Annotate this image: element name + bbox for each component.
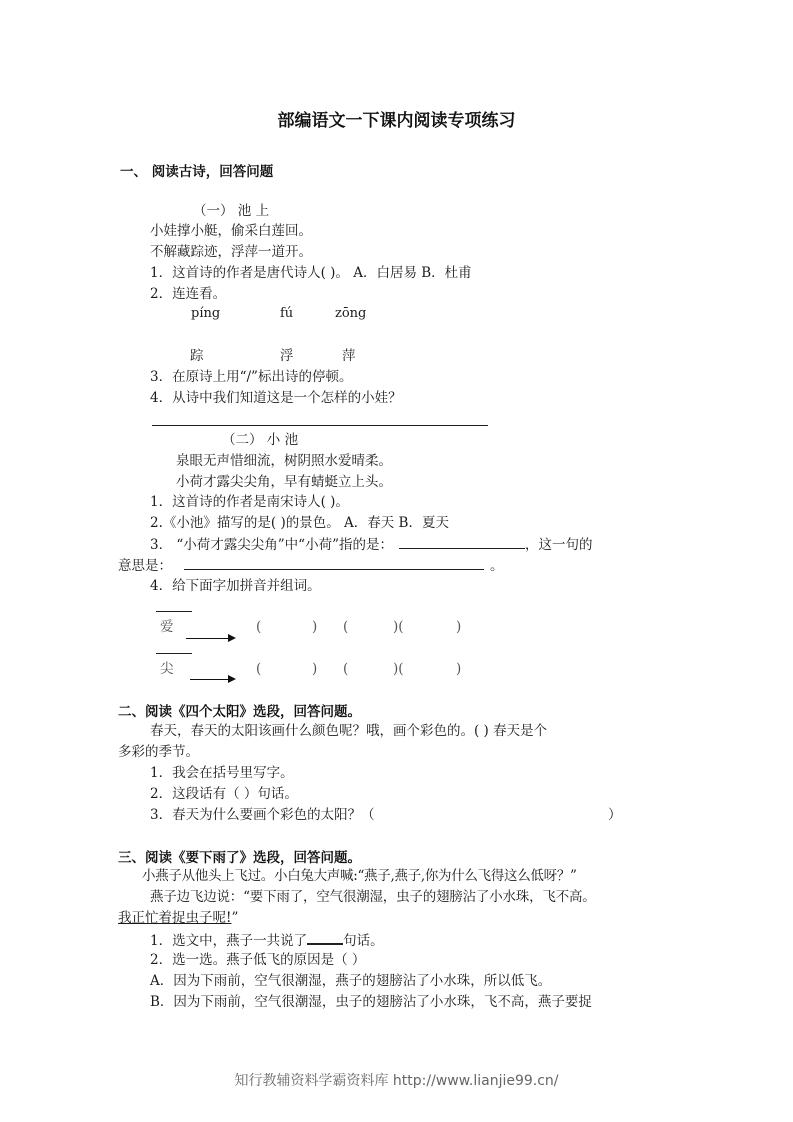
q1-prompt: 1．选文中，燕子一共说了 xyxy=(150,933,308,949)
poem2-line-2: 小荷才露尖尖角，早有蜻蜓立上头。 xyxy=(176,474,392,490)
section1-heading: 一、 阅读古诗，回答问题 xyxy=(120,164,274,180)
footer-watermark: 知行教辅资料学霸资料库 http://www.lianjie99.cn/ xyxy=(234,1073,559,1089)
q3-continuation: ，这一句的 xyxy=(525,537,593,553)
page-title: 部编语文一下课内阅读专项练习 xyxy=(277,111,516,131)
poem2-question-2: 2.《小池》描写的是( )的景色。 A．春天 B．夏天 xyxy=(150,515,449,531)
char-2: 浮 xyxy=(280,348,294,364)
word-char-ai: 爱 xyxy=(160,619,174,635)
poem1-line-2: 不解藏踪迹，浮萍一道开。 xyxy=(150,244,312,260)
pinyin-line xyxy=(156,653,192,654)
answer-blank[interactable] xyxy=(307,929,343,945)
section2-paragraph-line2: 多彩的季节。 xyxy=(118,744,199,760)
bracket: )( xyxy=(393,619,404,635)
section3-heading: 三、阅读《要下雨了》选段，回答问题。 xyxy=(118,850,361,866)
closing-quote: ” xyxy=(231,910,239,926)
section2-question-1: 1．我会在括号里写字。 xyxy=(150,765,294,781)
poem1-line-1: 小娃撑小艇，偷采白莲回。 xyxy=(150,223,312,239)
char-3: 萍 xyxy=(342,348,356,364)
poem1-title: （一） 池 上 xyxy=(193,203,270,219)
poem2-question-1: 1．这首诗的作者是南宋诗人( )。 xyxy=(150,494,349,510)
bracket: ) xyxy=(312,619,318,635)
section3-option-b: B．因为下雨前，空气很潮湿，虫子的翅膀沾了小水珠，飞不高，燕子要捉 xyxy=(150,994,592,1010)
arrow-icon xyxy=(190,679,234,680)
poem1-question-4: 4．从诗中我们知道这是一个怎样的小娃？ xyxy=(150,390,402,406)
q1-suffix: 句话。 xyxy=(343,933,384,949)
section3-paragraph-2: 燕子边飞边说：“要下雨了，空气很潮湿，虫子的翅膀沾了小水珠，飞不高。 xyxy=(150,889,596,905)
bracket: ( xyxy=(256,619,262,635)
poem1-question-3: 3．在原诗上用“/”标出诗的停顿。 xyxy=(150,369,353,385)
q3-prompt: 3． “小荷才露尖尖角”中“小荷”指的是： xyxy=(150,537,393,553)
bracket: ( xyxy=(256,661,262,677)
section2-question-2: 2．这段话有（ ）句话。 xyxy=(150,786,298,802)
pinyin-line xyxy=(156,611,192,612)
poem1-question-1: 1．这首诗的作者是唐代诗人( )。 A．白居易 B．杜甫 xyxy=(150,265,472,281)
underlined-sentence: 我正忙着捉虫子呢! xyxy=(118,910,232,926)
answer-blank[interactable] xyxy=(399,534,525,549)
poem2-question-3-line2 xyxy=(118,555,504,576)
section3-paragraph-3 xyxy=(118,908,238,928)
section3-question-1 xyxy=(150,929,384,951)
answer-line xyxy=(152,425,488,426)
word-char-jian: 尖 xyxy=(160,661,174,677)
bracket: ) xyxy=(456,661,462,677)
poem2-question-4: 4．给下面字加拼音并组词。 xyxy=(150,578,321,594)
bracket: ) xyxy=(456,619,462,635)
arrow-icon xyxy=(186,638,234,639)
bracket: ) xyxy=(312,661,318,677)
poem1-question-2: 2．连连看。 xyxy=(150,286,227,302)
bracket: ( xyxy=(343,619,349,635)
section2-question-3-close: ） xyxy=(608,807,622,823)
poem2-line-1: 泉眼无声惜细流，树阴照水爱晴柔。 xyxy=(176,453,392,469)
char-1: 踪 xyxy=(190,348,204,364)
section2-question-3: 3．春天为什么要画个彩色的太阳？（ xyxy=(150,807,375,823)
bracket: ( xyxy=(343,661,349,677)
q3-meaning-label: 意思是： xyxy=(118,558,172,574)
section3-question-2: 2．选一选。燕子低飞的原因是（ ） xyxy=(150,952,366,968)
section2-paragraph-line1: 春天，春天的太阳该画什么颜色呢？哦，画个彩色的。( ) 春天是个 xyxy=(150,723,548,739)
q3-period: 。 xyxy=(490,558,504,574)
answer-blank[interactable] xyxy=(184,555,484,570)
pinyin-2: fú xyxy=(280,306,294,321)
section2-heading: 二、阅读《四个太阳》选段，回答问题。 xyxy=(118,704,361,720)
poem2-question-3 xyxy=(150,534,593,555)
section3-option-a: A．因为下雨前，空气很潮湿，燕子的翅膀沾了小水珠，所以低飞。 xyxy=(150,973,552,989)
poem2-title: （二） 小 池 xyxy=(222,432,299,448)
pinyin-1: píng xyxy=(191,306,221,321)
section3-paragraph-1: 小燕子从他头上飞过。小白兔大声喊:“燕子,燕子,你为什么飞得这么低呀？” xyxy=(142,868,577,884)
pinyin-3: zōng xyxy=(335,306,367,321)
bracket: )( xyxy=(393,661,404,677)
